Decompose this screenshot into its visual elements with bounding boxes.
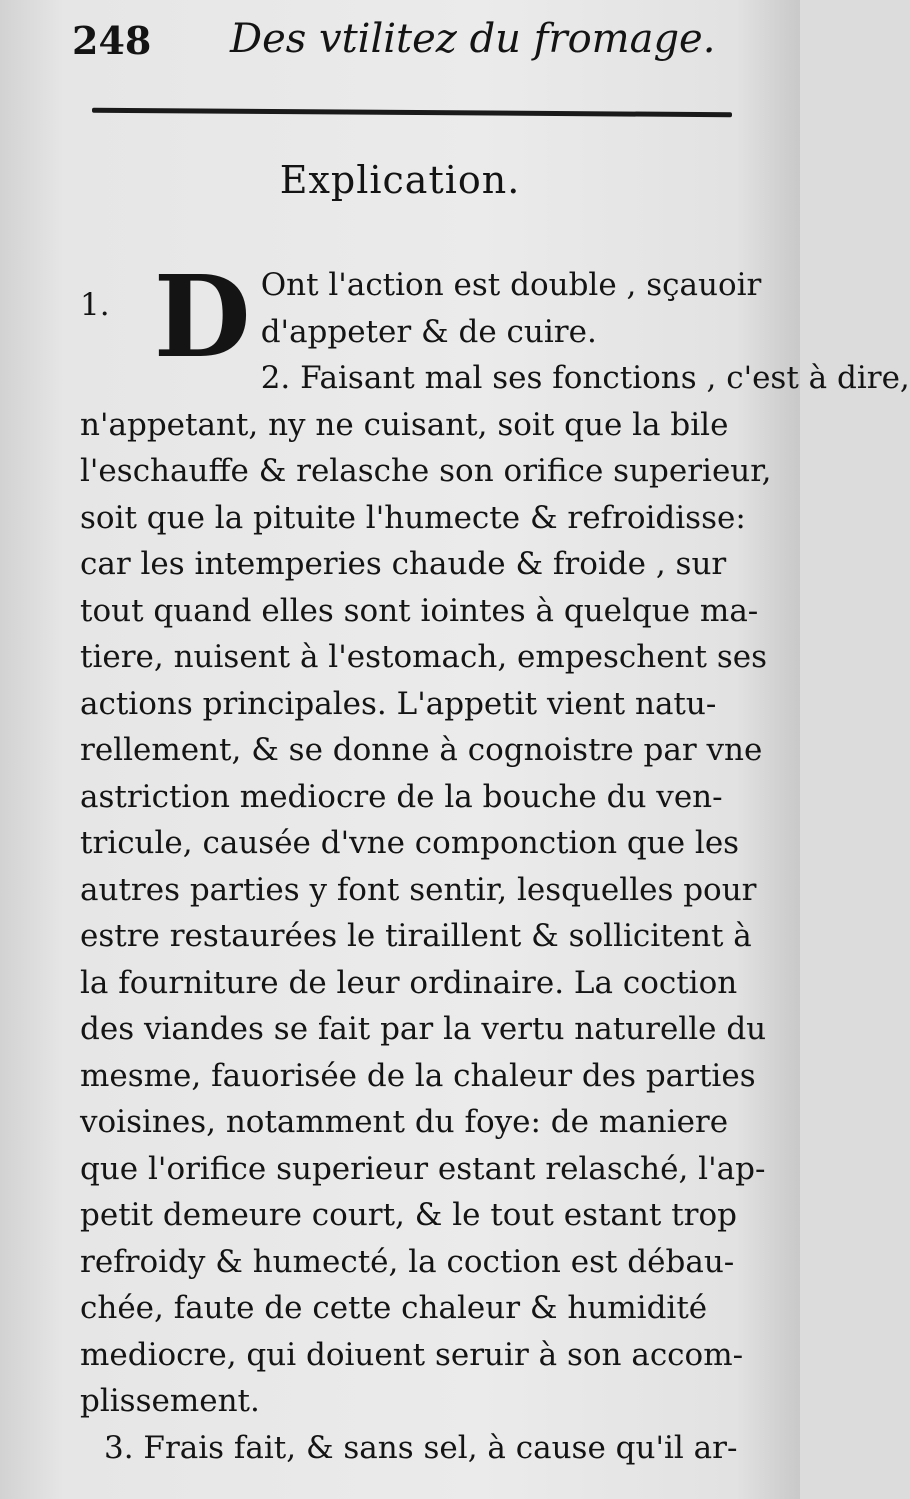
drop-cap: D <box>153 252 251 383</box>
running-head: Des vtilitez du fromage. <box>230 16 716 62</box>
text-line: mesme, fauorisée de la chaleur des parties <box>80 1057 756 1094</box>
text-line: voisines, notamment du foye: de maniere <box>80 1104 729 1140</box>
page-header <box>70 12 750 72</box>
text-line: plissement. <box>80 1383 260 1419</box>
header-rule <box>92 108 732 117</box>
text-line: car les intemperies chaude & froide , sur <box>80 546 727 582</box>
text-line: 2. Faisant mal ses fonctions , c'est à dire, <box>260 360 910 396</box>
text-line: tout quand elles sont iointes à quelque ma- <box>80 592 759 629</box>
text-line: rellement, & se donne à cognoistre par vne <box>80 732 763 768</box>
text-line: la fourniture de leur ordinaire. La coction <box>80 964 738 1001</box>
text-line: actions principales. L'appetit vient natu- <box>80 685 717 722</box>
text-line: estre restaurées le tiraillent & sollicitent à <box>80 918 752 954</box>
paragraph-3: 3. Frais fait, & sans sel, à cause qu'il ar- <box>104 1429 738 1466</box>
text-line: autres parties y font sentir, lesquelles pour <box>80 871 757 908</box>
text-line: Ont l'action est double , sçauoir <box>260 267 762 303</box>
text-line: tiere, nuisent à l'estomach, empeschent ses <box>80 639 767 675</box>
text-line: tricule, causée d'vne componction que les <box>80 825 740 861</box>
paragraph-2 <box>80 355 910 1425</box>
paragraph-number-1: 1. <box>80 287 110 323</box>
text-line: soit que la pituite l'humecte & refroidisse: <box>80 499 746 536</box>
text-line: astriction mediocre de la bouche du ven- <box>80 778 723 815</box>
page-number: 248 <box>72 18 152 63</box>
paragraph-1 <box>80 252 762 383</box>
text-line: des viandes se fait par la vertu naturelle du <box>80 1011 767 1047</box>
text-line: chée, faute de cette chaleur & humidité <box>80 1290 708 1326</box>
text-line: l'eschauffe & relasche son orifice superieur, <box>80 453 772 489</box>
section-title: Explication. <box>279 158 521 202</box>
text-line: refroidy & humecté, la coction est débau- <box>80 1243 735 1280</box>
text-line: d'appeter & de cuire. <box>260 313 597 350</box>
text-line: petit demeure court, & le tout estant trop <box>80 1197 737 1233</box>
text-line: que l'orifice superieur estant relasché, l'ap- <box>80 1150 766 1187</box>
text-line: n'appetant, ny ne cuisant, soit que la bile <box>80 406 729 443</box>
body-text <box>80 252 910 1471</box>
text-line: mediocre, qui doiuent seruir à son accom- <box>80 1336 744 1373</box>
